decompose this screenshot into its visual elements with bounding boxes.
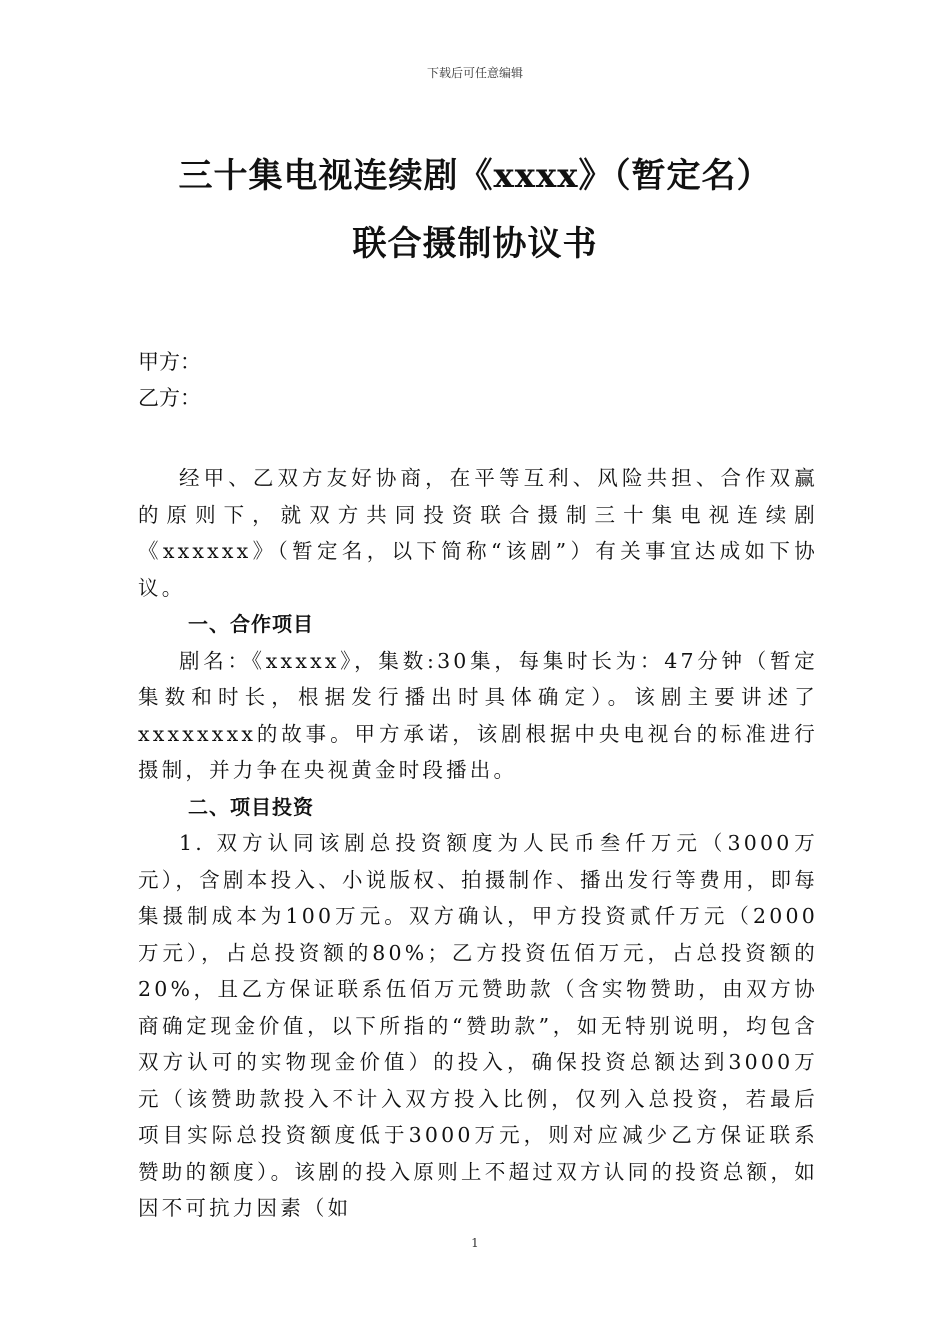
document-title-line1: 三十集电视连续剧《xxxx》（暂定名） [178, 156, 772, 196]
section-text-cooperation: 剧名：《xxxxx》，集数:30集，每集时长为：47分钟（暂定集数和时长，根据发行播出时具体确定）。该剧主要讲述了xxxxxxxx的故事。甲方承诺，该剧根据中央电视台的标准进行摄制，并力争在央视黄金时段播出。 [138, 648, 818, 782]
intro-paragraph: 经甲、乙双方友好协商，在平等互利、风险共担、合作双赢的原则下，就双方共同投资联合摄制三十集电视连续剧《xxxxxx》（暂定名，以下简称“该剧”）有关事宜达成如下协议。 [138, 466, 818, 600]
page-header-note: 下载后可任意编辑 [426, 66, 523, 80]
document-body [138, 460, 818, 1227]
section-heading-cooperation: 一、合作项目 [188, 612, 314, 636]
section-text-investment: 1. 双方认同该剧总投资额度为人民币叁仟万元（3000万元），含剧本投入、小说版权、拍摄制作、播出发行等费用，即每集摄制成本为100万元。双方确认，甲方投资贰仟万元（2000万元），占总投资额的80%；乙方投资伍佰万元，占总投资额的20%，且乙方保证联系伍佰万元赞助款（含实物赞助，由双方协商确定现金价值，以下所指的“赞助款”，如无特别说明，均包含双方认可的实物现金价值）的投入，确保投资总额达到3000万元（该赞助款投入不计入双方投入比例，仅列入总投资，若最后项目实际总投资额度低于3000万元，则对应减少乙方保证联系赞助的额度）。该剧的投入原则上不超过双方认同的投资总额，如因不可抗力因素（如 [138, 831, 818, 1220]
party-b-label: 乙方： [138, 386, 201, 410]
section-heading-investment: 二、项目投资 [188, 794, 314, 819]
document-title-line2: 联合摄制协议书 [352, 224, 598, 264]
page-number: 1 [471, 1236, 479, 1250]
party-a-label: 甲方： [138, 350, 201, 374]
